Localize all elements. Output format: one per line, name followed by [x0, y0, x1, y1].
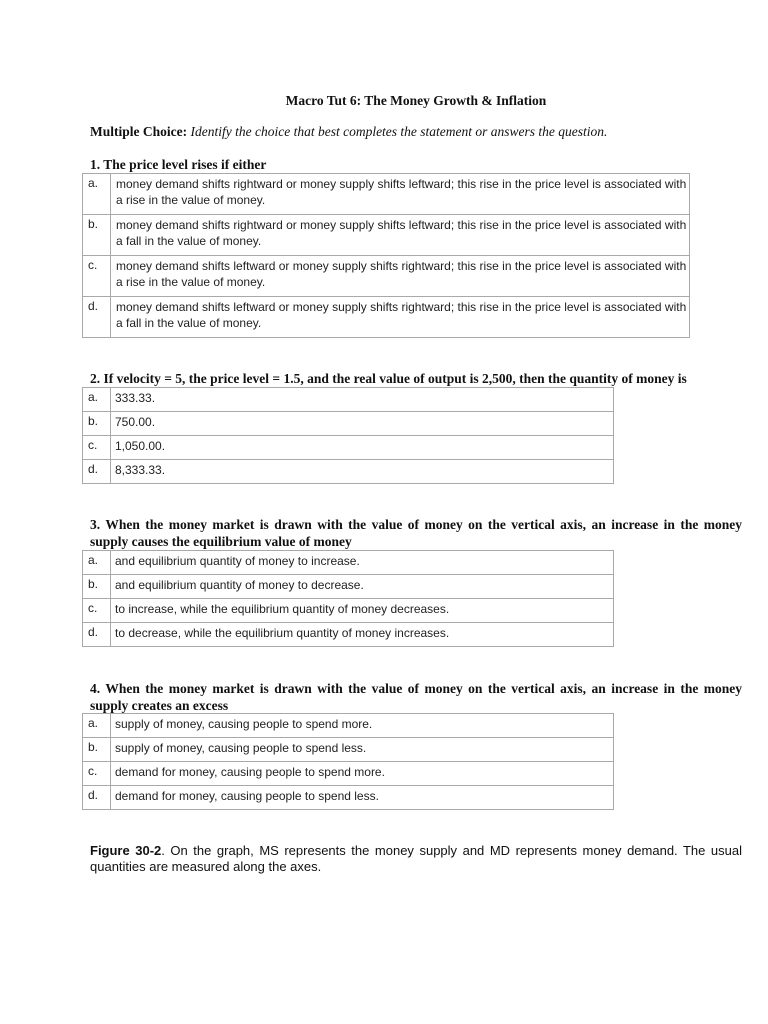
option-row[interactable] — [83, 412, 614, 436]
figure-caption — [90, 843, 742, 875]
option-letter: d. — [83, 460, 111, 484]
option-text: demand for money, causing people to spend more. — [111, 762, 614, 786]
option-letter: c. — [83, 436, 111, 460]
option-row[interactable] — [83, 551, 614, 575]
option-letter: a. — [83, 174, 111, 215]
option-row[interactable] — [83, 215, 690, 256]
question-3-stem: 3. When the money market is drawn with the value of money on the vertical axis, an increase in the money supply causes the equilibrium value of money — [90, 517, 742, 549]
option-text: 8,333.33. — [111, 460, 614, 484]
question-1-stem: 1. The price level rises if either — [90, 157, 267, 172]
question-1-options — [82, 173, 690, 338]
option-text: money demand shifts leftward or money supply shifts rightward; this rise in the price level is associated with a fall in the value of money. — [111, 297, 690, 338]
option-letter: c. — [83, 762, 111, 786]
option-text: to increase, while the equilibrium quantity of money decreases. — [111, 599, 614, 623]
option-row[interactable] — [83, 388, 614, 412]
option-row[interactable] — [83, 786, 614, 810]
option-letter: b. — [83, 412, 111, 436]
option-letter: b. — [83, 215, 111, 256]
option-letter: c. — [83, 599, 111, 623]
option-text: 333.33. — [111, 388, 614, 412]
option-letter: a. — [83, 551, 111, 575]
option-text: and equilibrium quantity of money to increase. — [111, 551, 614, 575]
option-text: 750.00. — [111, 412, 614, 436]
figure-text: . On the graph, MS represents the money supply and MD represents money demand. The usual quantities are measured along the axes. — [90, 843, 742, 874]
instructions — [90, 124, 607, 140]
option-row[interactable] — [83, 738, 614, 762]
option-letter: a. — [83, 388, 111, 412]
option-row[interactable] — [83, 762, 614, 786]
question-4-stem: 4. When the money market is drawn with the value of money on the vertical axis, an increase in the money supply creates an excess — [90, 681, 742, 713]
option-letter: d. — [83, 786, 111, 810]
option-row[interactable] — [83, 575, 614, 599]
option-row[interactable] — [83, 256, 690, 297]
option-row[interactable] — [83, 599, 614, 623]
option-text: 1,050.00. — [111, 436, 614, 460]
option-text: money demand shifts leftward or money supply shifts rightward; this rise in the price level is associated with a rise in the value of money. — [111, 256, 690, 297]
option-row[interactable] — [83, 297, 690, 338]
figure-label: Figure 30-2 — [90, 843, 162, 858]
option-row[interactable] — [83, 174, 690, 215]
option-text: to decrease, while the equilibrium quantity of money increases. — [111, 623, 614, 647]
option-letter: c. — [83, 256, 111, 297]
option-letter: d. — [83, 297, 111, 338]
option-letter: b. — [83, 575, 111, 599]
page-title: Macro Tut 6: The Money Growth & Inflation — [285, 93, 547, 108]
option-letter: b. — [83, 738, 111, 762]
option-letter: a. — [83, 714, 111, 738]
instructions-label: Multiple Choice: — [90, 124, 188, 139]
option-text: money demand shifts rightward or money supply shifts leftward; this rise in the price level is associated with a fall in the value of money. — [111, 215, 690, 256]
option-row[interactable] — [83, 460, 614, 484]
option-row[interactable] — [83, 623, 614, 647]
option-text: supply of money, causing people to spend less. — [111, 738, 614, 762]
question-2-stem: 2. If velocity = 5, the price level = 1.5, and the real value of output is 2,500, then the quantity of money is — [90, 371, 687, 386]
option-row[interactable] — [83, 436, 614, 460]
question-2-options — [82, 387, 614, 484]
instructions-text: Identify the choice that best completes the statement or answers the question. — [190, 124, 608, 139]
option-text: demand for money, causing people to spend less. — [111, 786, 614, 810]
option-text: supply of money, causing people to spend more. — [111, 714, 614, 738]
question-4-options — [82, 713, 614, 810]
option-row[interactable] — [83, 714, 614, 738]
option-text: money demand shifts rightward or money supply shifts leftward; this rise in the price level is associated with a rise in the value of money. — [111, 174, 690, 215]
option-text: and equilibrium quantity of money to decrease. — [111, 575, 614, 599]
option-letter: d. — [83, 623, 111, 647]
question-3-options — [82, 550, 614, 647]
